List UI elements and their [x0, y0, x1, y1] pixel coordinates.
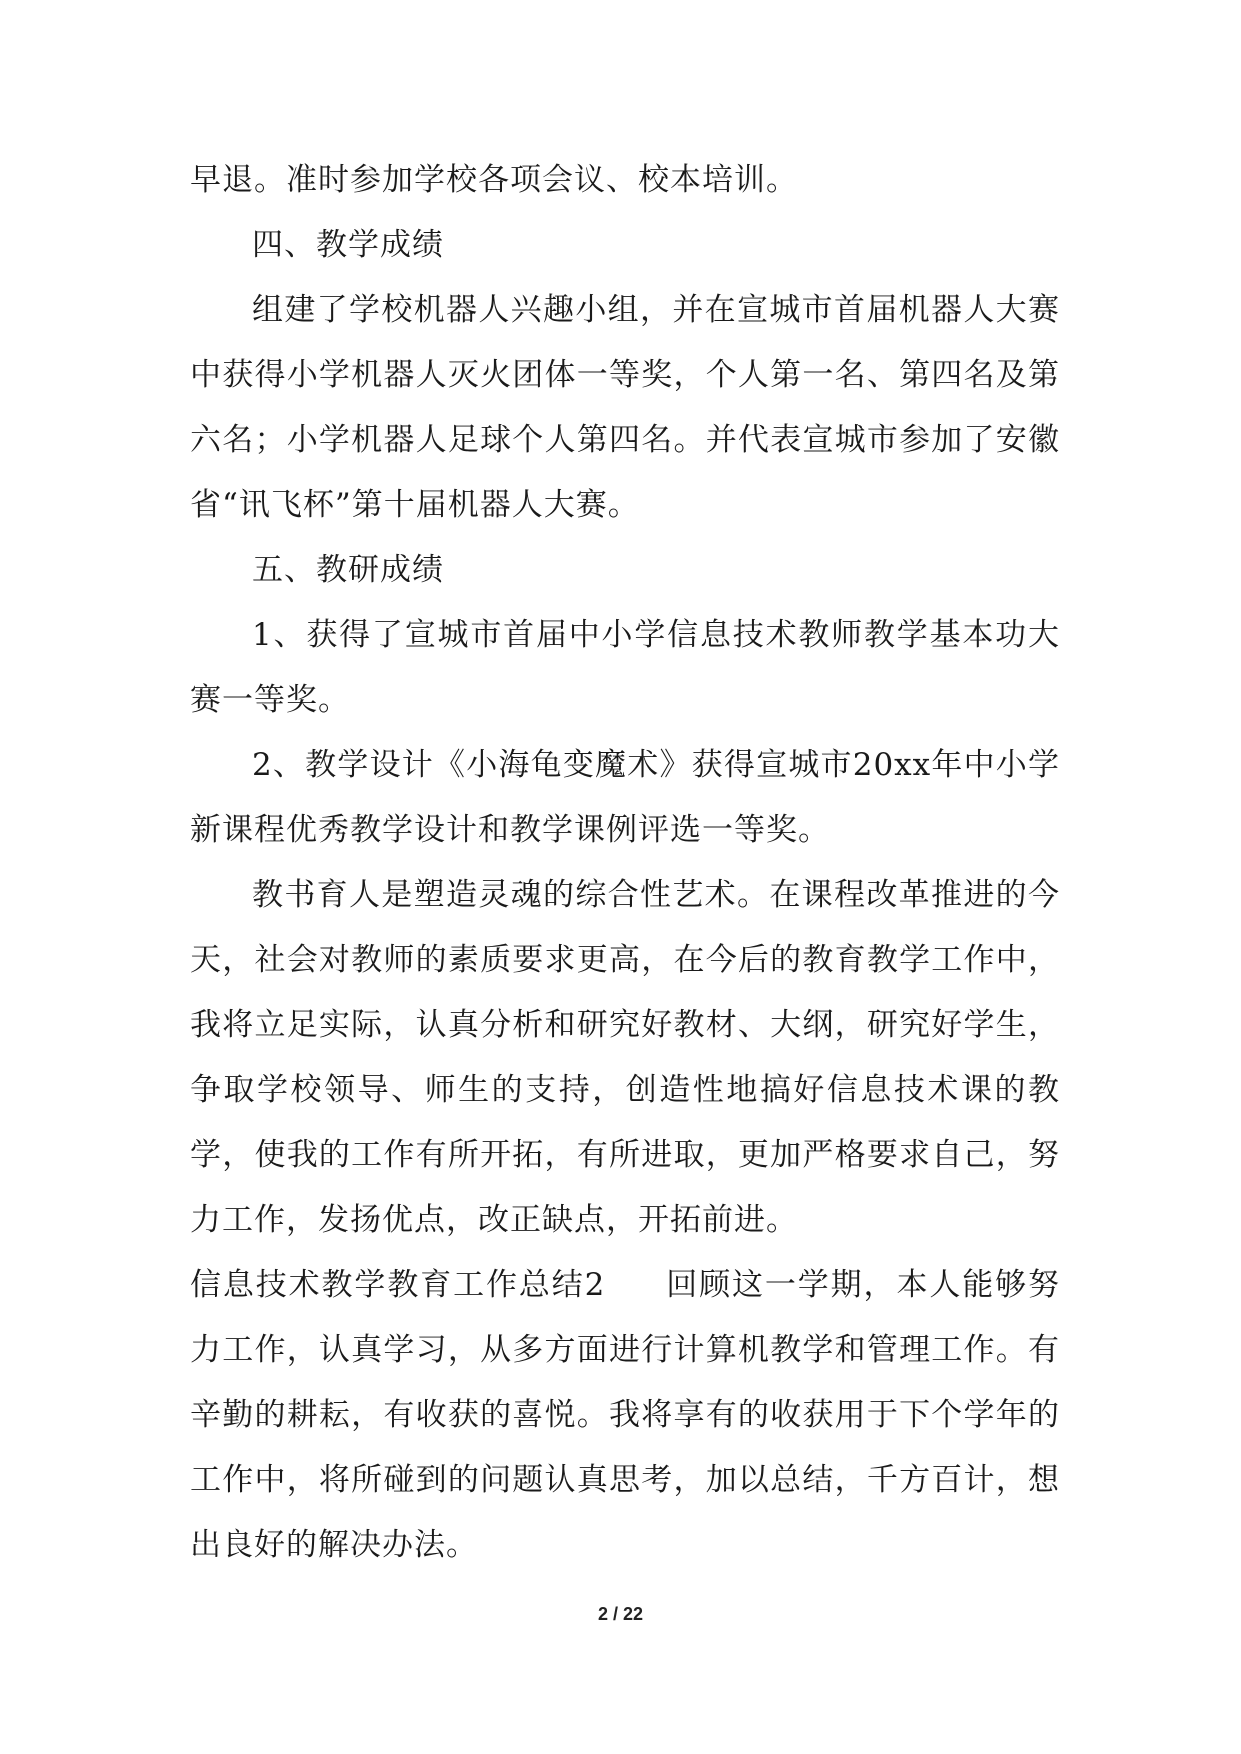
heading-teaching-results: 四、教学成绩 [252, 227, 444, 263]
section-body: 回顾这一学期，本人能够努力工作，认真学习，从多方面进行计算机教学和管理工作。有辛勤的耕耘，有收获的喜悦。我将享有的收获用于下个学年的工作中，将所碰到的问题认真思考，加以总结，千方百计，想出良好的解决办法。 [190, 1267, 1060, 1563]
paragraph-conclusion: 教书育人是塑造灵魂的综合性艺术。在课程改革推进的今天，社会对教师的素质要求更高，在今后的教育教学工作中，我将立足实际，认真分析和研究好教材、大纲，研究好学生，争取学校领导、师生的支持，创造性地搞好信息技术课的教学，使我的工作有所开拓，有所进取，更加严格要求自己，努力工作，发扬优点，改正缺点，开拓前进。 [190, 877, 1060, 1238]
heading-research-results: 五、教研成绩 [252, 552, 444, 588]
paragraph-research-award-2: 2、教学设计《小海龟变魔术》获得宣城市20xx年中小学新课程优秀教学设计和教学课例评选一等奖。 [190, 747, 1060, 848]
page-number: 2 / 22 [597, 1604, 644, 1624]
section-title: 信息技术教学教育工作总结2 [190, 1267, 606, 1303]
section-summary-2 [190, 1253, 1060, 1578]
document-body [190, 148, 1060, 1578]
paragraph-research-award-1: 1、获得了宣城市首届中小学信息技术教师教学基本功大赛一等奖。 [190, 617, 1060, 718]
paragraph-robot-contest: 组建了学校机器人兴趣小组，并在宣城市首届机器人大赛中获得小学机器人灭火团体一等奖，个人第一名、第四名及第六名；小学机器人足球个人第四名。并代表宣城市参加了安徽省“讯飞杯”第十届机器人大赛。 [190, 292, 1060, 523]
paragraph-attendance: 早退。准时参加学校各项会议、校本培训。 [190, 162, 798, 198]
